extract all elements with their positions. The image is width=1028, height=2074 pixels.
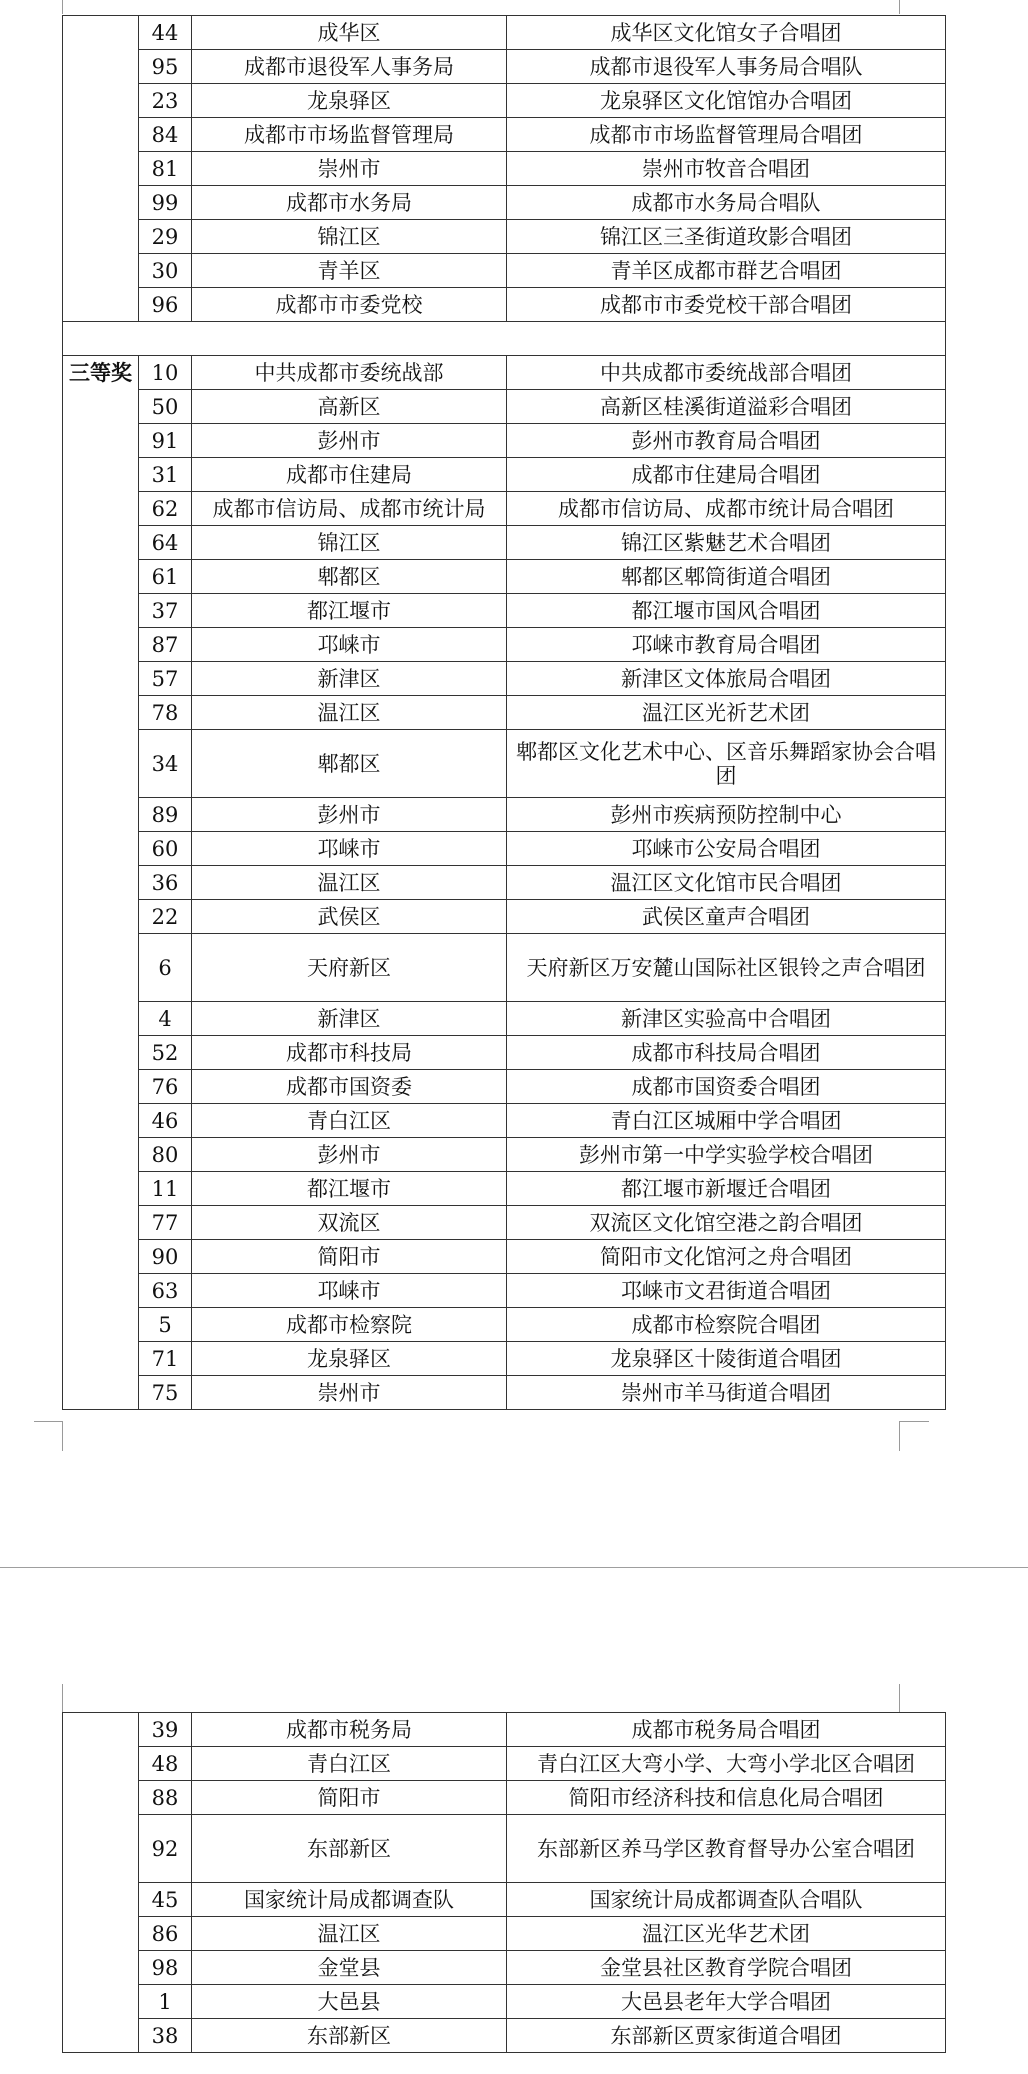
prize-cell (63, 2019, 139, 2053)
table-row (63, 288, 946, 322)
unit-cell: 锦江区 (192, 526, 507, 560)
team-cell: 简阳市经济科技和信息化局合唱团 (507, 1781, 946, 1815)
table-row (63, 1138, 946, 1172)
table-row (63, 2019, 946, 2053)
unit-cell: 简阳市 (192, 1781, 507, 1815)
prize-cell (63, 526, 139, 560)
unit-cell: 郫都区 (192, 560, 507, 594)
page-separator (0, 1567, 1028, 1568)
team-cell: 成都市信访局、成都市统计局合唱团 (507, 492, 946, 526)
team-cell: 成都市国资委合唱团 (507, 1070, 946, 1104)
prize-cell (63, 16, 139, 50)
table-row (63, 866, 946, 900)
table-row (63, 1342, 946, 1376)
team-cell: 成都市水务局合唱队 (507, 186, 946, 220)
table-row (63, 254, 946, 288)
table-row (63, 186, 946, 220)
team-cell: 中共成都市委统战部合唱团 (507, 356, 946, 390)
prize-cell (63, 1342, 139, 1376)
number-cell: 99 (139, 186, 192, 220)
prize-cell (63, 1815, 139, 1883)
number-cell: 57 (139, 662, 192, 696)
prize-cell (63, 424, 139, 458)
team-cell: 青白江区大弯小学、大弯小学北区合唱团 (507, 1747, 946, 1781)
table-row (63, 1036, 946, 1070)
table-row (63, 628, 946, 662)
number-cell: 78 (139, 696, 192, 730)
prize-cell (63, 152, 139, 186)
unit-cell: 成都市住建局 (192, 458, 507, 492)
number-cell: 92 (139, 1815, 192, 1883)
number-cell: 90 (139, 1240, 192, 1274)
unit-cell: 大邑县 (192, 1985, 507, 2019)
unit-cell: 温江区 (192, 866, 507, 900)
prize-cell (63, 900, 139, 934)
table-row (63, 492, 946, 526)
table-row (63, 1883, 946, 1917)
unit-cell: 彭州市 (192, 424, 507, 458)
prize-cell (63, 1747, 139, 1781)
team-cell: 成都市住建局合唱团 (507, 458, 946, 492)
team-cell: 成都市市委党校干部合唱团 (507, 288, 946, 322)
unit-cell: 邛崃市 (192, 1274, 507, 1308)
unit-cell: 简阳市 (192, 1240, 507, 1274)
table-row (63, 1781, 946, 1815)
number-cell: 62 (139, 492, 192, 526)
table-row (63, 458, 946, 492)
table-row (63, 1240, 946, 1274)
team-cell: 都江堰市新堰迁合唱团 (507, 1172, 946, 1206)
prize-cell (63, 1951, 139, 1985)
number-cell: 45 (139, 1883, 192, 1917)
unit-cell: 国家统计局成都调查队 (192, 1883, 507, 1917)
number-cell: 23 (139, 84, 192, 118)
table-row (63, 16, 946, 50)
prize-cell (63, 1781, 139, 1815)
team-cell: 崇州市羊马街道合唱团 (507, 1376, 946, 1410)
unit-cell: 崇州市 (192, 1376, 507, 1410)
team-cell: 东部新区养马学区教育督导办公室合唱团 (507, 1815, 946, 1883)
table-row (63, 662, 946, 696)
unit-cell: 彭州市 (192, 1138, 507, 1172)
number-cell: 36 (139, 866, 192, 900)
prize-cell (63, 84, 139, 118)
team-cell: 邛崃市文君街道合唱团 (507, 1274, 946, 1308)
number-cell: 87 (139, 628, 192, 662)
prize-cell (63, 220, 139, 254)
awards-table-page-1 (62, 15, 946, 1410)
prize-cell (63, 628, 139, 662)
unit-cell: 成华区 (192, 16, 507, 50)
table-row (63, 390, 946, 424)
number-cell: 4 (139, 1002, 192, 1036)
table-row (63, 1274, 946, 1308)
unit-cell: 新津区 (192, 662, 507, 696)
awards-table-page-2 (62, 1712, 946, 2053)
number-cell: 30 (139, 254, 192, 288)
table-row (63, 526, 946, 560)
unit-cell: 成都市税务局 (192, 1713, 507, 1747)
team-cell: 锦江区紫魅艺术合唱团 (507, 526, 946, 560)
team-cell: 彭州市教育局合唱团 (507, 424, 946, 458)
prize-cell (63, 50, 139, 84)
team-cell: 双流区文化馆空港之韵合唱团 (507, 1206, 946, 1240)
prize-cell (63, 458, 139, 492)
corner-mark-bottom-left-v (62, 1421, 63, 1451)
unit-cell: 温江区 (192, 696, 507, 730)
table-row (63, 696, 946, 730)
prize-cell (63, 662, 139, 696)
team-cell: 成都市科技局合唱团 (507, 1036, 946, 1070)
unit-cell: 都江堰市 (192, 594, 507, 628)
corner-mark-top-right (899, 0, 900, 14)
number-cell: 11 (139, 1172, 192, 1206)
prize-cell (63, 1883, 139, 1917)
unit-cell: 彭州市 (192, 798, 507, 832)
team-cell: 天府新区万安麓山国际社区银铃之声合唱团 (507, 934, 946, 1002)
number-cell: 95 (139, 50, 192, 84)
prize-cell (63, 1070, 139, 1104)
unit-cell: 锦江区 (192, 220, 507, 254)
table-row (63, 594, 946, 628)
table-row (63, 1376, 946, 1410)
team-cell: 邛崃市教育局合唱团 (507, 628, 946, 662)
table-row (63, 118, 946, 152)
table-row (63, 1951, 946, 1985)
team-cell: 郫都区文化艺术中心、区音乐舞蹈家协会合唱团 (507, 730, 946, 798)
team-cell: 温江区文化馆市民合唱团 (507, 866, 946, 900)
number-cell: 75 (139, 1376, 192, 1410)
table-row (63, 356, 946, 390)
team-cell: 新津区实验高中合唱团 (507, 1002, 946, 1036)
table-row (63, 1815, 946, 1883)
unit-cell: 都江堰市 (192, 1172, 507, 1206)
number-cell: 52 (139, 1036, 192, 1070)
team-cell: 新津区文体旅局合唱团 (507, 662, 946, 696)
unit-cell: 成都市信访局、成都市统计局 (192, 492, 507, 526)
team-cell: 龙泉驿区文化馆馆办合唱团 (507, 84, 946, 118)
team-cell: 都江堰市国风合唱团 (507, 594, 946, 628)
prize-cell (63, 118, 139, 152)
table-row (63, 560, 946, 594)
unit-cell: 温江区 (192, 1917, 507, 1951)
table-row (63, 798, 946, 832)
prize-cell (63, 288, 139, 322)
number-cell: 39 (139, 1713, 192, 1747)
table-row (63, 900, 946, 934)
prize-cell (63, 1713, 139, 1747)
number-cell: 46 (139, 1104, 192, 1138)
table-row (63, 730, 946, 798)
prize-cell (63, 730, 139, 798)
corner-mark-top-right-2 (899, 1684, 900, 1712)
table-row (63, 1713, 946, 1747)
prize-cell (63, 186, 139, 220)
team-cell: 武侯区童声合唱团 (507, 900, 946, 934)
team-cell: 国家统计局成都调查队合唱队 (507, 1883, 946, 1917)
unit-cell: 东部新区 (192, 2019, 507, 2053)
table-row (63, 1917, 946, 1951)
corner-mark-bottom-left-h (34, 1421, 62, 1422)
number-cell: 1 (139, 1985, 192, 2019)
team-cell: 郫都区郫筒街道合唱团 (507, 560, 946, 594)
prize-cell (63, 1206, 139, 1240)
team-cell: 成华区文化馆女子合唱团 (507, 16, 946, 50)
unit-cell: 金堂县 (192, 1951, 507, 1985)
unit-cell: 龙泉驿区 (192, 1342, 507, 1376)
table-row (63, 322, 946, 356)
team-cell: 高新区桂溪街道溢彩合唱团 (507, 390, 946, 424)
table-row (63, 1172, 946, 1206)
prize-cell (63, 594, 139, 628)
prize-cell (63, 832, 139, 866)
number-cell: 61 (139, 560, 192, 594)
unit-cell: 青白江区 (192, 1104, 507, 1138)
table-row (63, 1308, 946, 1342)
table-row (63, 1747, 946, 1781)
unit-cell: 新津区 (192, 1002, 507, 1036)
table-row (63, 50, 946, 84)
number-cell: 84 (139, 118, 192, 152)
team-cell: 简阳市文化馆河之舟合唱团 (507, 1240, 946, 1274)
table-row (63, 1104, 946, 1138)
prize-cell (63, 1308, 139, 1342)
team-cell: 金堂县社区教育学院合唱团 (507, 1951, 946, 1985)
number-cell: 81 (139, 152, 192, 186)
team-cell: 温江区光华艺术团 (507, 1917, 946, 1951)
number-cell: 91 (139, 424, 192, 458)
table-row (63, 934, 946, 1002)
number-cell: 88 (139, 1781, 192, 1815)
number-cell: 34 (139, 730, 192, 798)
team-cell: 彭州市疾病预防控制中心 (507, 798, 946, 832)
team-cell: 崇州市牧音合唱团 (507, 152, 946, 186)
number-cell: 96 (139, 288, 192, 322)
prize-cell (63, 1274, 139, 1308)
team-cell: 成都市退役军人事务局合唱队 (507, 50, 946, 84)
table-row (63, 1206, 946, 1240)
number-cell: 89 (139, 798, 192, 832)
unit-cell: 龙泉驿区 (192, 84, 507, 118)
number-cell: 22 (139, 900, 192, 934)
number-cell: 48 (139, 1747, 192, 1781)
table-row (63, 1070, 946, 1104)
unit-cell: 中共成都市委统战部 (192, 356, 507, 390)
prize-cell (63, 696, 139, 730)
team-cell: 青白江区城厢中学合唱团 (507, 1104, 946, 1138)
number-cell: 29 (139, 220, 192, 254)
unit-cell: 邛崃市 (192, 628, 507, 662)
corner-mark-top-left (62, 0, 63, 14)
corner-mark-bottom-right-h (899, 1421, 929, 1422)
table-row (63, 1985, 946, 2019)
number-cell: 50 (139, 390, 192, 424)
prize-cell (63, 1376, 139, 1410)
prize-cell (63, 1917, 139, 1951)
team-cell: 邛崃市公安局合唱团 (507, 832, 946, 866)
unit-cell: 成都市市场监督管理局 (192, 118, 507, 152)
number-cell: 44 (139, 16, 192, 50)
unit-cell: 成都市市委党校 (192, 288, 507, 322)
prize-cell (63, 492, 139, 526)
prize-cell (63, 1138, 139, 1172)
number-cell: 76 (139, 1070, 192, 1104)
number-cell: 37 (139, 594, 192, 628)
team-cell: 成都市市场监督管理局合唱团 (507, 118, 946, 152)
unit-cell: 崇州市 (192, 152, 507, 186)
number-cell: 6 (139, 934, 192, 1002)
prize-cell: 三等奖 (63, 356, 139, 390)
prize-cell (63, 254, 139, 288)
unit-cell: 武侯区 (192, 900, 507, 934)
unit-cell: 高新区 (192, 390, 507, 424)
unit-cell: 成都市科技局 (192, 1036, 507, 1070)
number-cell: 80 (139, 1138, 192, 1172)
unit-cell: 青白江区 (192, 1747, 507, 1781)
unit-cell: 东部新区 (192, 1815, 507, 1883)
number-cell: 60 (139, 832, 192, 866)
prize-cell (63, 798, 139, 832)
prize-cell (63, 1240, 139, 1274)
table-row (63, 84, 946, 118)
corner-mark-top-left-2 (62, 1684, 63, 1712)
prize-cell (63, 1002, 139, 1036)
number-cell: 38 (139, 2019, 192, 2053)
unit-cell: 郫都区 (192, 730, 507, 798)
table-row (63, 424, 946, 458)
number-cell: 86 (139, 1917, 192, 1951)
team-cell: 温江区光祈艺术团 (507, 696, 946, 730)
spacer-cell (63, 322, 946, 356)
team-cell: 成都市检察院合唱团 (507, 1308, 946, 1342)
team-cell: 东部新区贾家街道合唱团 (507, 2019, 946, 2053)
team-cell: 彭州市第一中学实验学校合唱团 (507, 1138, 946, 1172)
unit-cell: 成都市退役军人事务局 (192, 50, 507, 84)
unit-cell: 成都市国资委 (192, 1070, 507, 1104)
team-cell: 龙泉驿区十陵街道合唱团 (507, 1342, 946, 1376)
prize-cell (63, 866, 139, 900)
prize-cell (63, 1104, 139, 1138)
team-cell: 锦江区三圣街道玫影合唱团 (507, 220, 946, 254)
unit-cell: 邛崃市 (192, 832, 507, 866)
number-cell: 71 (139, 1342, 192, 1376)
number-cell: 77 (139, 1206, 192, 1240)
table-row (63, 152, 946, 186)
prize-cell (63, 1036, 139, 1070)
number-cell: 63 (139, 1274, 192, 1308)
number-cell: 10 (139, 356, 192, 390)
unit-cell: 成都市水务局 (192, 186, 507, 220)
unit-cell: 双流区 (192, 1206, 507, 1240)
team-cell: 成都市税务局合唱团 (507, 1713, 946, 1747)
unit-cell: 青羊区 (192, 254, 507, 288)
number-cell: 64 (139, 526, 192, 560)
prize-cell (63, 934, 139, 1002)
number-cell: 5 (139, 1308, 192, 1342)
team-cell: 青羊区成都市群艺合唱团 (507, 254, 946, 288)
prize-cell (63, 390, 139, 424)
team-cell: 大邑县老年大学合唱团 (507, 1985, 946, 2019)
corner-mark-bottom-right-v (899, 1421, 900, 1451)
table-row (63, 832, 946, 866)
table-row (63, 220, 946, 254)
number-cell: 98 (139, 1951, 192, 1985)
unit-cell: 成都市检察院 (192, 1308, 507, 1342)
table-row (63, 1002, 946, 1036)
prize-cell (63, 560, 139, 594)
number-cell: 31 (139, 458, 192, 492)
prize-cell (63, 1172, 139, 1206)
unit-cell: 天府新区 (192, 934, 507, 1002)
prize-cell (63, 1985, 139, 2019)
